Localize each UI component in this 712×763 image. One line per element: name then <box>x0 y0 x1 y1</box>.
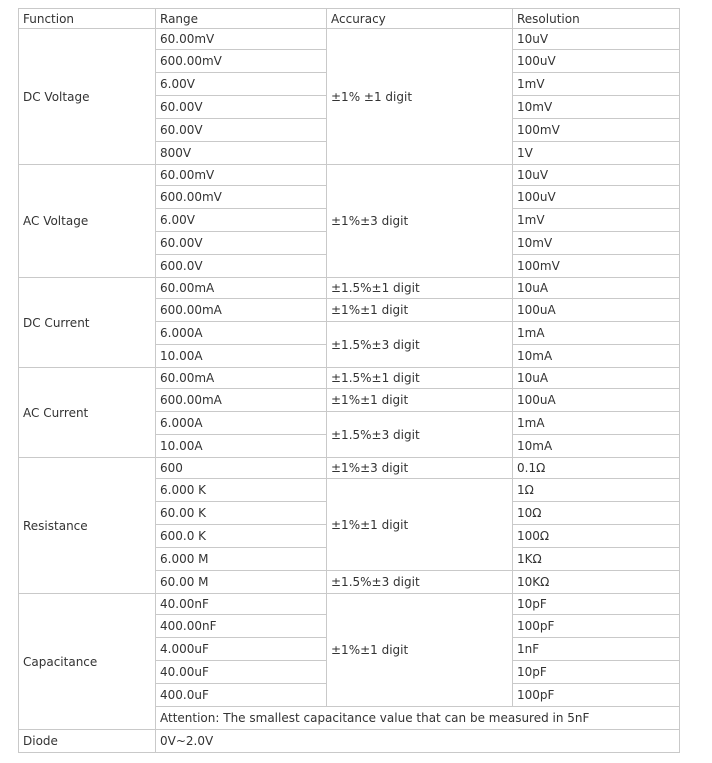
header-accuracy: Accuracy <box>327 9 513 29</box>
function-cell: AC Current <box>19 368 156 458</box>
accuracy-cell: ±1%±1 digit <box>327 594 513 707</box>
resolution-cell: 1mV <box>513 209 680 232</box>
capacitance-attention-note: Attention: The smallest capacitance value that can be measured in 5nF <box>156 707 680 730</box>
range-cell: 60.00V <box>156 96 327 119</box>
resolution-cell: 10mA <box>513 435 680 458</box>
range-cell: 40.00uF <box>156 661 327 684</box>
range-cell: 600 <box>156 458 327 479</box>
range-cell: 10.00A <box>156 435 327 458</box>
accuracy-cell: ±1.5%±1 digit <box>327 368 513 389</box>
accuracy-cell: ±1.5%±3 digit <box>327 322 513 368</box>
table-row <box>19 730 680 753</box>
table-row <box>19 165 680 186</box>
resolution-cell: 100uA <box>513 299 680 322</box>
range-cell: 40.00nF <box>156 594 327 615</box>
table-row <box>19 368 680 389</box>
range-cell: 60.00mA <box>156 368 327 389</box>
accuracy-cell: ±1.5%±1 digit <box>327 278 513 299</box>
range-cell: 60.00mV <box>156 165 327 186</box>
resolution-cell: 1Ω <box>513 479 680 502</box>
resolution-cell: 100pF <box>513 684 680 707</box>
resolution-cell: 10mV <box>513 96 680 119</box>
resolution-cell: 100Ω <box>513 525 680 548</box>
table-row <box>19 278 680 299</box>
resolution-cell: 10mA <box>513 345 680 368</box>
resolution-cell: 10pF <box>513 594 680 615</box>
accuracy-cell: ±1%±1 digit <box>327 389 513 412</box>
header-function: Function <box>19 9 156 29</box>
range-cell: 0V~2.0V <box>156 730 680 753</box>
range-cell: 600.00mA <box>156 299 327 322</box>
header-row <box>19 9 680 29</box>
range-cell: 60.00 M <box>156 571 327 594</box>
range-cell: 400.0uF <box>156 684 327 707</box>
function-cell: DC Current <box>19 278 156 368</box>
range-cell: 60.00mA <box>156 278 327 299</box>
range-cell: 60.00V <box>156 232 327 255</box>
accuracy-cell: ±1%±1 digit <box>327 479 513 571</box>
range-cell: 6.000 K <box>156 479 327 502</box>
resolution-cell: 10uV <box>513 29 680 50</box>
resolution-cell: 100mV <box>513 255 680 278</box>
range-cell: 6.000 M <box>156 548 327 571</box>
accuracy-cell: ±1%±1 digit <box>327 299 513 322</box>
accuracy-cell: ±1.5%±3 digit <box>327 571 513 594</box>
resolution-cell: 10uV <box>513 165 680 186</box>
header-resolution: Resolution <box>513 9 680 29</box>
range-cell: 6.000A <box>156 412 327 435</box>
accuracy-cell: ±1%±3 digit <box>327 458 513 479</box>
resolution-cell: 10uA <box>513 368 680 389</box>
accuracy-cell: ±1%±3 digit <box>327 165 513 278</box>
resolution-cell: 10uA <box>513 278 680 299</box>
resolution-cell: 100pF <box>513 615 680 638</box>
range-cell: 6.00V <box>156 209 327 232</box>
resolution-cell: 1mV <box>513 73 680 96</box>
range-cell: 600.0 K <box>156 525 327 548</box>
function-cell: Resistance <box>19 458 156 594</box>
resolution-cell: 100uV <box>513 186 680 209</box>
spec-table <box>18 8 680 753</box>
range-cell: 800V <box>156 142 327 165</box>
function-cell: Capacitance <box>19 594 156 730</box>
table-row <box>19 29 680 50</box>
resolution-cell: 1nF <box>513 638 680 661</box>
resolution-cell: 1KΩ <box>513 548 680 571</box>
resolution-cell: 100mV <box>513 119 680 142</box>
accuracy-cell: ±1% ±1 digit <box>327 29 513 165</box>
resolution-cell: 0.1Ω <box>513 458 680 479</box>
range-cell: 600.0V <box>156 255 327 278</box>
resolution-cell: 1V <box>513 142 680 165</box>
range-cell: 600.00mV <box>156 50 327 73</box>
resolution-cell: 10Ω <box>513 502 680 525</box>
table-row <box>19 594 680 615</box>
resolution-cell: 10KΩ <box>513 571 680 594</box>
resolution-cell: 10pF <box>513 661 680 684</box>
accuracy-cell: ±1.5%±3 digit <box>327 412 513 458</box>
resolution-cell: 1mA <box>513 412 680 435</box>
range-cell: 6.00V <box>156 73 327 96</box>
resolution-cell: 1mA <box>513 322 680 345</box>
table-row <box>19 458 680 479</box>
function-cell: Diode <box>19 730 156 753</box>
range-cell: 600.00mA <box>156 389 327 412</box>
range-cell: 60.00 K <box>156 502 327 525</box>
range-cell: 400.00nF <box>156 615 327 638</box>
resolution-cell: 100uV <box>513 50 680 73</box>
range-cell: 60.00V <box>156 119 327 142</box>
resolution-cell: 10mV <box>513 232 680 255</box>
range-cell: 4.000uF <box>156 638 327 661</box>
function-cell: DC Voltage <box>19 29 156 165</box>
function-cell: AC Voltage <box>19 165 156 278</box>
resolution-cell: 100uA <box>513 389 680 412</box>
range-cell: 600.00mV <box>156 186 327 209</box>
range-cell: 10.00A <box>156 345 327 368</box>
range-cell: 60.00mV <box>156 29 327 50</box>
range-cell: 6.000A <box>156 322 327 345</box>
header-range: Range <box>156 9 327 29</box>
